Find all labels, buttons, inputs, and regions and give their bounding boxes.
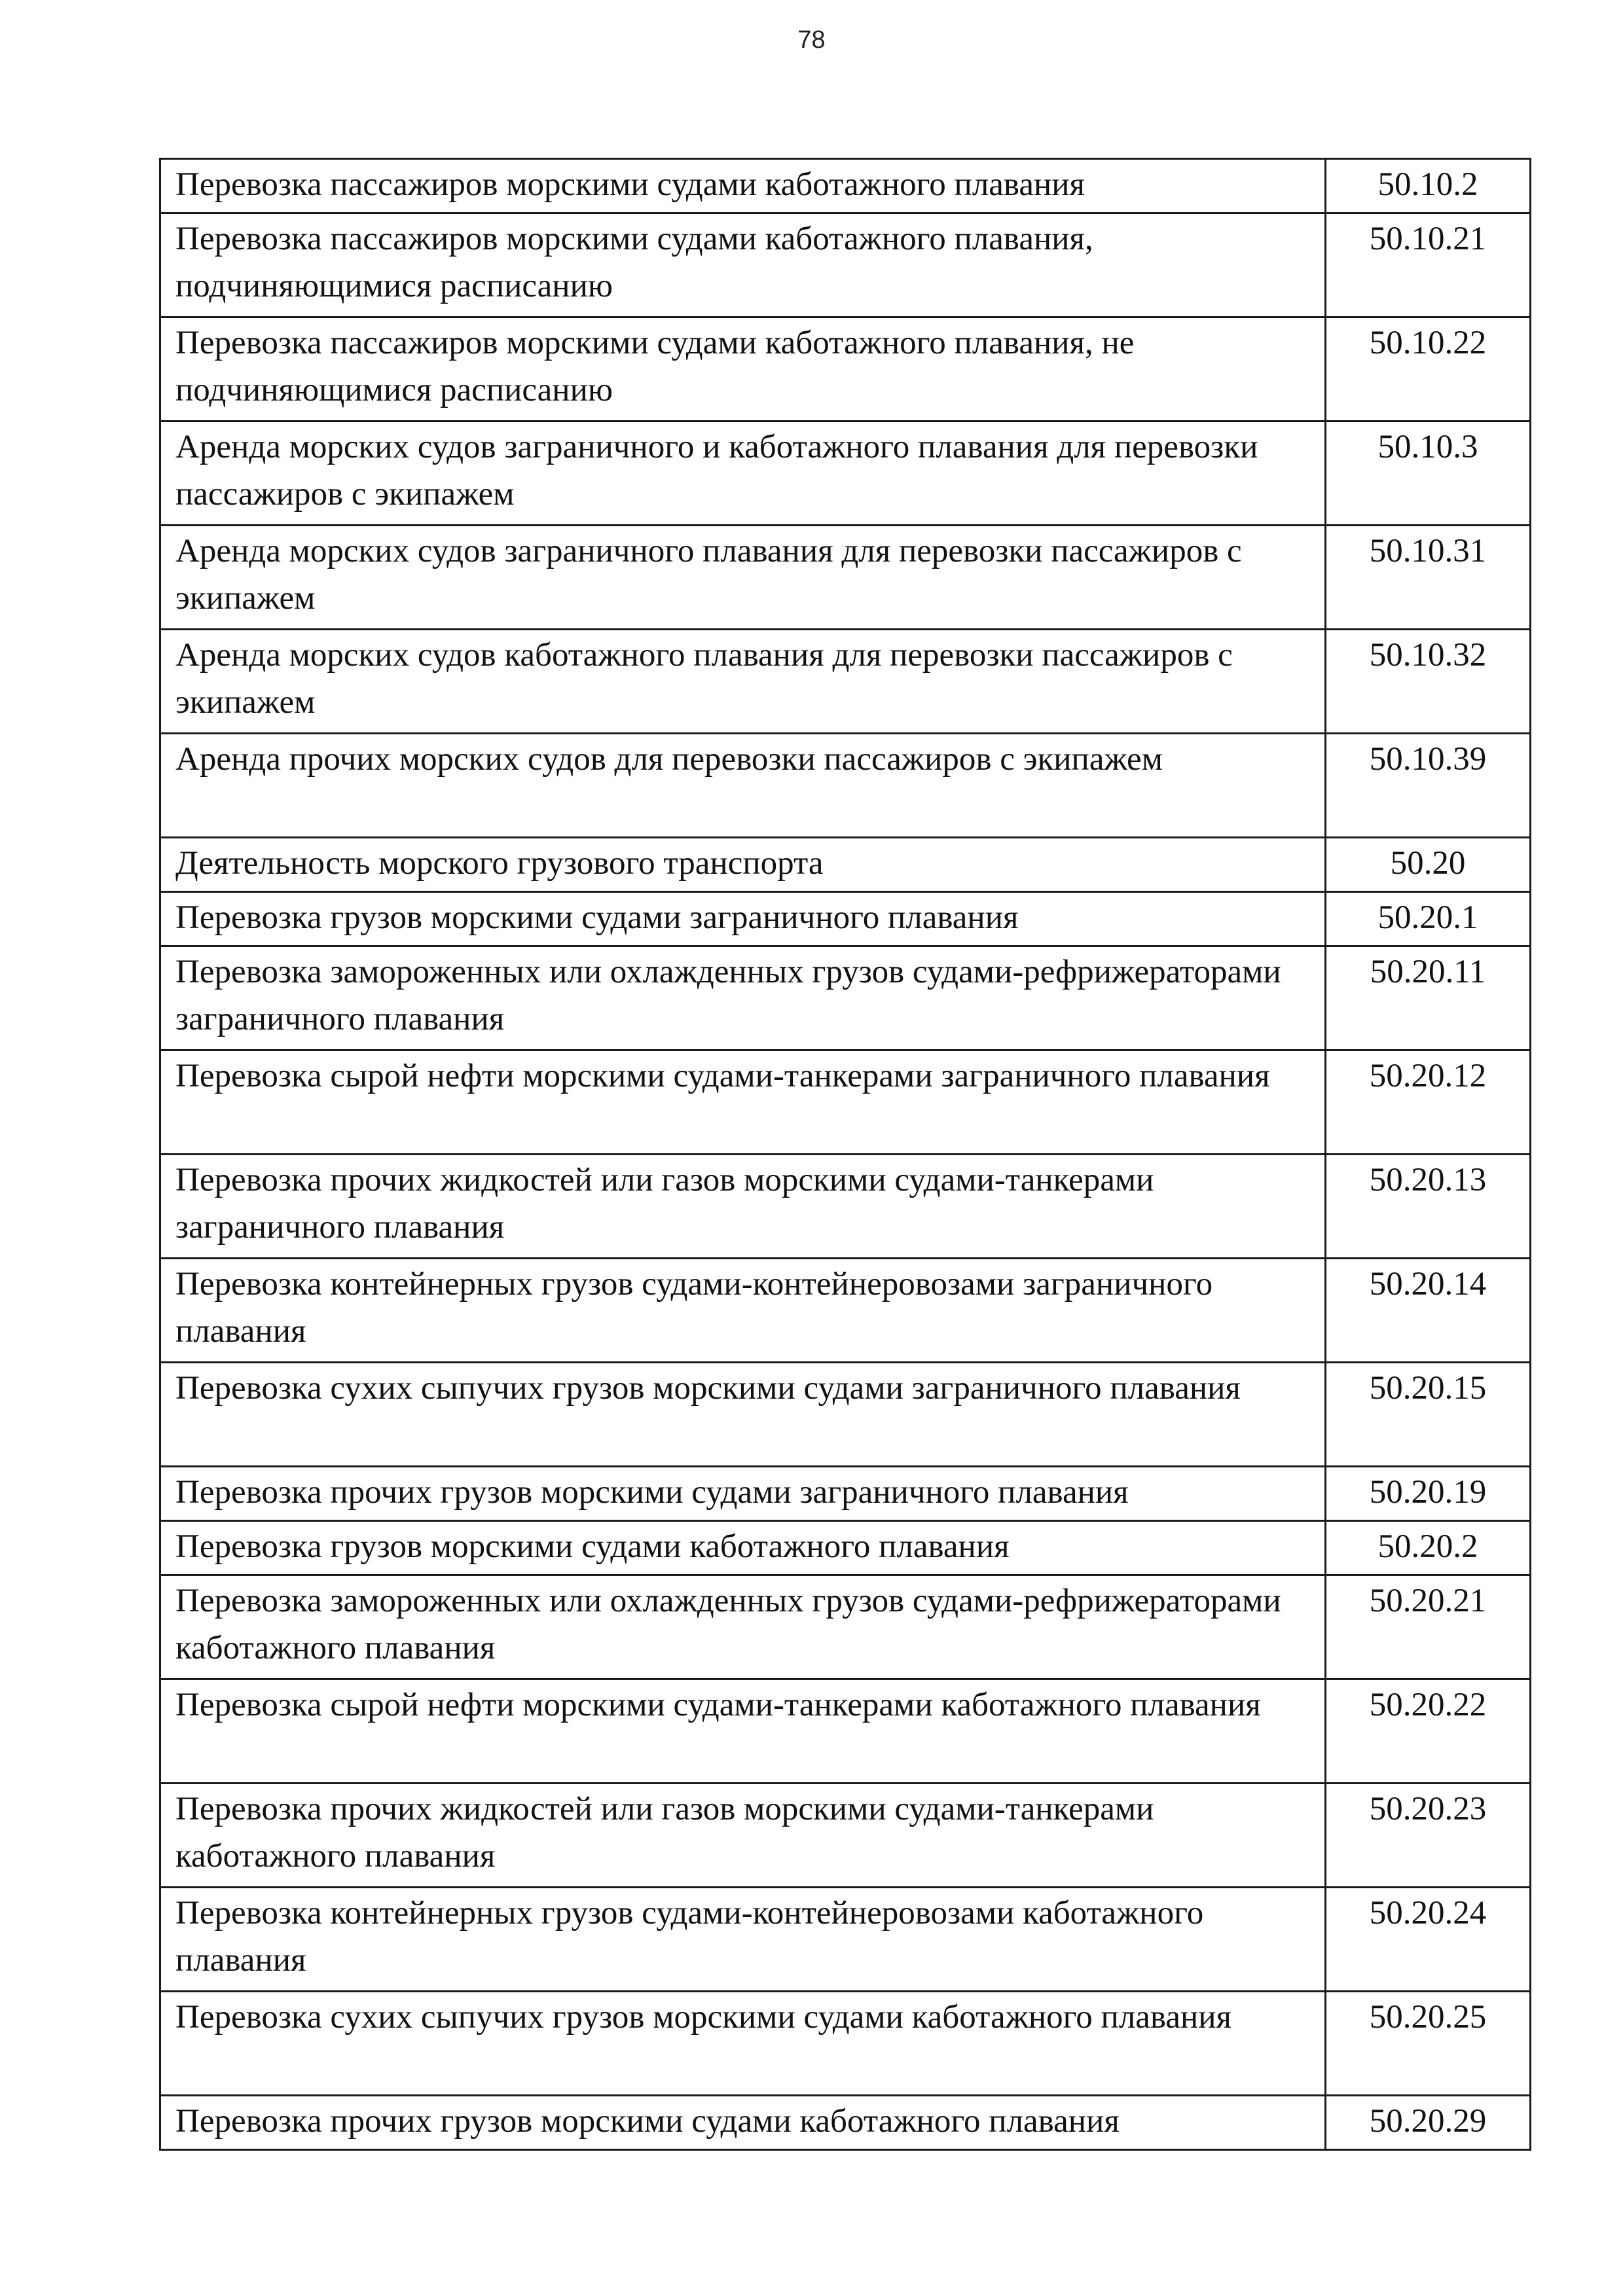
- activity-code: 50.20.21: [1326, 1575, 1531, 1679]
- table-row: [160, 630, 1531, 734]
- classification-table: [159, 158, 1531, 2151]
- table-row: [160, 2096, 1531, 2150]
- table-row: [160, 734, 1531, 838]
- activity-code: 50.20.12: [1326, 1050, 1531, 1155]
- table-row: [160, 1467, 1531, 1521]
- table-row: [160, 1155, 1531, 1259]
- activity-code: 50.10.32: [1326, 630, 1531, 734]
- activity-description: Перевозка сырой нефти морскими судами-танкерами каботажного плавания: [160, 1679, 1326, 1784]
- table-row: [160, 1050, 1531, 1155]
- table-row: [160, 1575, 1531, 1679]
- activity-description: Перевозка прочих жидкостей или газов морскими судами-танкерами каботажного плавания: [160, 1784, 1326, 1888]
- activity-description: Перевозка сырой нефти морскими судами-танкерами заграничного плавания: [160, 1050, 1326, 1155]
- table-row: [160, 892, 1531, 946]
- activity-description: Аренда морских судов заграничного и каботажного плавания для перевозки пассажиров с экипажем: [160, 422, 1326, 526]
- activity-description: Аренда морских судов заграничного плавания для перевозки пассажиров с экипажем: [160, 526, 1326, 630]
- activity-code: 50.20.25: [1326, 1992, 1531, 2096]
- activity-code: 50.20.11: [1326, 946, 1531, 1050]
- activity-code: 50.20.2: [1326, 1521, 1531, 1575]
- activity-code: 50.10.2: [1326, 159, 1531, 213]
- activity-code: 50.20: [1326, 838, 1531, 892]
- table-row: [160, 1784, 1531, 1888]
- table-row: [160, 422, 1531, 526]
- activity-description: Перевозка контейнерных грузов судами-контейнеровозами заграничного плавания: [160, 1259, 1326, 1363]
- activity-code: 50.20.22: [1326, 1679, 1531, 1784]
- table-row: [160, 1679, 1531, 1784]
- table-row: [160, 1259, 1531, 1363]
- activity-description: Перевозка прочих грузов морскими судами каботажного плавания: [160, 2096, 1326, 2150]
- activity-description: Аренда морских судов каботажного плавания для перевозки пассажиров с экипажем: [160, 630, 1326, 734]
- table-body: [160, 159, 1531, 2150]
- activity-description: Аренда прочих морских судов для перевозки пассажиров с экипажем: [160, 734, 1326, 838]
- activity-description: Перевозка пассажиров морскими судами каботажного плавания: [160, 159, 1326, 213]
- activity-code: 50.10.39: [1326, 734, 1531, 838]
- activity-code: 50.20.15: [1326, 1363, 1531, 1467]
- activity-description: Перевозка грузов морскими судами заграничного плавания: [160, 892, 1326, 946]
- page-number: 78: [797, 26, 826, 54]
- activity-description: Перевозка грузов морскими судами каботажного плавания: [160, 1521, 1326, 1575]
- activity-description: Перевозка замороженных или охлажденных грузов судами-рефрижераторами заграничного плавания: [160, 946, 1326, 1050]
- activity-code: 50.20.29: [1326, 2096, 1531, 2150]
- activity-code: 50.20.23: [1326, 1784, 1531, 1888]
- activity-code: 50.10.22: [1326, 317, 1531, 422]
- table-row: [160, 946, 1531, 1050]
- activity-description: Перевозка пассажиров морскими судами каботажного плавания, не подчиняющимися расписанию: [160, 317, 1326, 422]
- table-row: [160, 838, 1531, 892]
- activity-description: Перевозка пассажиров морскими судами каботажного плавания, подчиняющимися расписанию: [160, 213, 1326, 317]
- activity-code: 50.10.31: [1326, 526, 1531, 630]
- table-row: [160, 1521, 1531, 1575]
- table-row: [160, 526, 1531, 630]
- activity-code: 50.20.1: [1326, 892, 1531, 946]
- activity-code: 50.20.24: [1326, 1888, 1531, 1992]
- table-row: [160, 1363, 1531, 1467]
- table-row: [160, 317, 1531, 422]
- activity-description: Перевозка замороженных или охлажденных грузов судами-рефрижераторами каботажного плавания: [160, 1575, 1326, 1679]
- activity-code: 50.20.14: [1326, 1259, 1531, 1363]
- activity-description: Перевозка контейнерных грузов судами-контейнеровозами каботажного плавания: [160, 1888, 1326, 1992]
- activity-description: Перевозка прочих жидкостей или газов морскими судами-танкерами заграничного плавания: [160, 1155, 1326, 1259]
- activity-code: 50.10.3: [1326, 422, 1531, 526]
- activity-code: 50.20.13: [1326, 1155, 1531, 1259]
- table-row: [160, 159, 1531, 213]
- activity-description: Перевозка прочих грузов морскими судами заграничного плавания: [160, 1467, 1326, 1521]
- table-row: [160, 213, 1531, 317]
- table-row: [160, 1888, 1531, 1992]
- activity-description: Перевозка сухих сыпучих грузов морскими судами заграничного плавания: [160, 1363, 1326, 1467]
- activity-code: 50.10.21: [1326, 213, 1531, 317]
- activity-description: Перевозка сухих сыпучих грузов морскими судами каботажного плавания: [160, 1992, 1326, 2096]
- table-row: [160, 1992, 1531, 2096]
- activity-description: Деятельность морского грузового транспорта: [160, 838, 1326, 892]
- activity-code: 50.20.19: [1326, 1467, 1531, 1521]
